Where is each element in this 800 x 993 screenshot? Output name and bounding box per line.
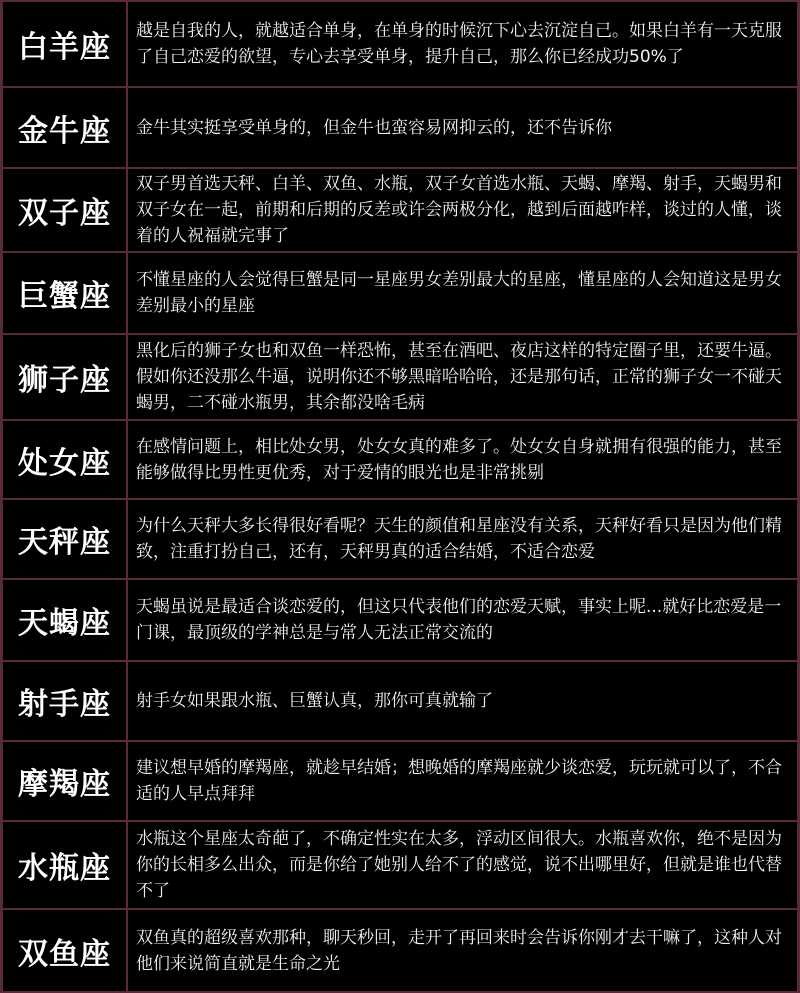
zodiac-description: 黑化后的狮子女也和双鱼一样恐怖，甚至在酒吧、夜店这样的特定圈子里，还要牛逼。假如你还没那么牛逼，说明你还不够黑暗哈哈哈，还是那句话，正常的狮子女一不碰天蝎男，二不碰水瓶男，其余都没啥毛病 bbox=[136, 341, 782, 413]
zodiac-name: 水瓶座 bbox=[3, 822, 128, 908]
table-row bbox=[3, 822, 797, 910]
zodiac-description: 水瓶这个星座太奇葩了，不确定性实在太多，浮动区间很大。水瓶喜欢你，绝不是因为你的长相多么出众，而是你给了她别人给不了的感觉，说不出哪里好，但就是谁也代替不了 bbox=[136, 829, 782, 901]
table-row bbox=[3, 88, 797, 169]
zodiac-description: 越是自我的人，就越适合单身，在单身的时候沉下心去沉淀自己。如果白羊有一天克服了自己恋爱的欲望，专心去享受单身，提升自己，那么你已经成功50%了 bbox=[136, 21, 782, 67]
table-row bbox=[3, 742, 797, 822]
zodiac-name: 巨蟹座 bbox=[3, 253, 128, 333]
zodiac-description: 射手女如果跟水瓶、巨蟹认真，那你可真就输了 bbox=[136, 691, 493, 711]
zodiac-name: 金牛座 bbox=[3, 88, 128, 167]
table-row bbox=[3, 0, 797, 88]
zodiac-description: 建议想早婚的摩羯座，就趁早结婚；想晚婚的摩羯座就少谈恋爱，玩玩就可以了，不合适的人早点拜拜 bbox=[136, 758, 782, 804]
zodiac-name: 天秤座 bbox=[3, 500, 128, 578]
zodiac-description: 双鱼真的超级喜欢那种，聊天秒回，走开了再回来时会告诉你刚才去干嘛了，这种人对他们来说简直就是生命之光 bbox=[136, 927, 782, 974]
table-row bbox=[3, 662, 797, 742]
zodiac-name: 白羊座 bbox=[3, 2, 128, 86]
zodiac-name: 射手座 bbox=[3, 662, 128, 740]
zodiac-name: 双鱼座 bbox=[3, 910, 128, 991]
table-row bbox=[3, 500, 797, 580]
table-row bbox=[3, 421, 797, 500]
zodiac-name: 天蝎座 bbox=[3, 580, 128, 660]
zodiac-description: 为什么天秤大多长得很好看呢？天生的颜值和星座没有关系，天秤好看只是因为他们精致，注重打扮自己，还有，天秤男真的适合结婚，不适合恋爱 bbox=[136, 516, 782, 562]
zodiac-name: 摩羯座 bbox=[3, 742, 128, 820]
zodiac-description: 双子男首选天秤、白羊、双鱼、水瓶，双子女首选水瓶、天蝎、摩羯、射手，天蝎男和双子女在一起，前期和后期的反差或许会两极分化，越到后面越咋样，谈过的人懂，谈着的人祝福就完事了 bbox=[136, 174, 782, 246]
zodiac-description: 金牛其实挺享受单身的，但金牛也蛮容易网抑云的，还不告诉你 bbox=[136, 117, 612, 138]
zodiac-name: 狮子座 bbox=[3, 335, 128, 419]
zodiac-description: 在感情问题上，相比处女男，处女女真的难多了。处女女自身就拥有很强的能力，甚至能够做得比男性更优秀，对于爱情的眼光也是非常挑剔 bbox=[136, 436, 782, 483]
table-row bbox=[3, 580, 797, 662]
zodiac-description: 天蝎虽说是最适合谈恋爱的，但这只代表他们的恋爱天赋，事实上呢...就好比恋爱是一门课，最顶级的学神总是与常人无法正常交流的 bbox=[136, 597, 782, 643]
zodiac-description: 不懂星座的人会觉得巨蟹是同一星座男女差别最大的星座，懂星座的人会知道这是男女差别最小的星座 bbox=[136, 270, 782, 316]
zodiac-name: 双子座 bbox=[3, 169, 128, 251]
table-row bbox=[3, 335, 797, 421]
table-row bbox=[3, 169, 797, 253]
table-row bbox=[3, 253, 797, 335]
table-row bbox=[3, 910, 797, 993]
zodiac-name: 处女座 bbox=[3, 421, 128, 498]
